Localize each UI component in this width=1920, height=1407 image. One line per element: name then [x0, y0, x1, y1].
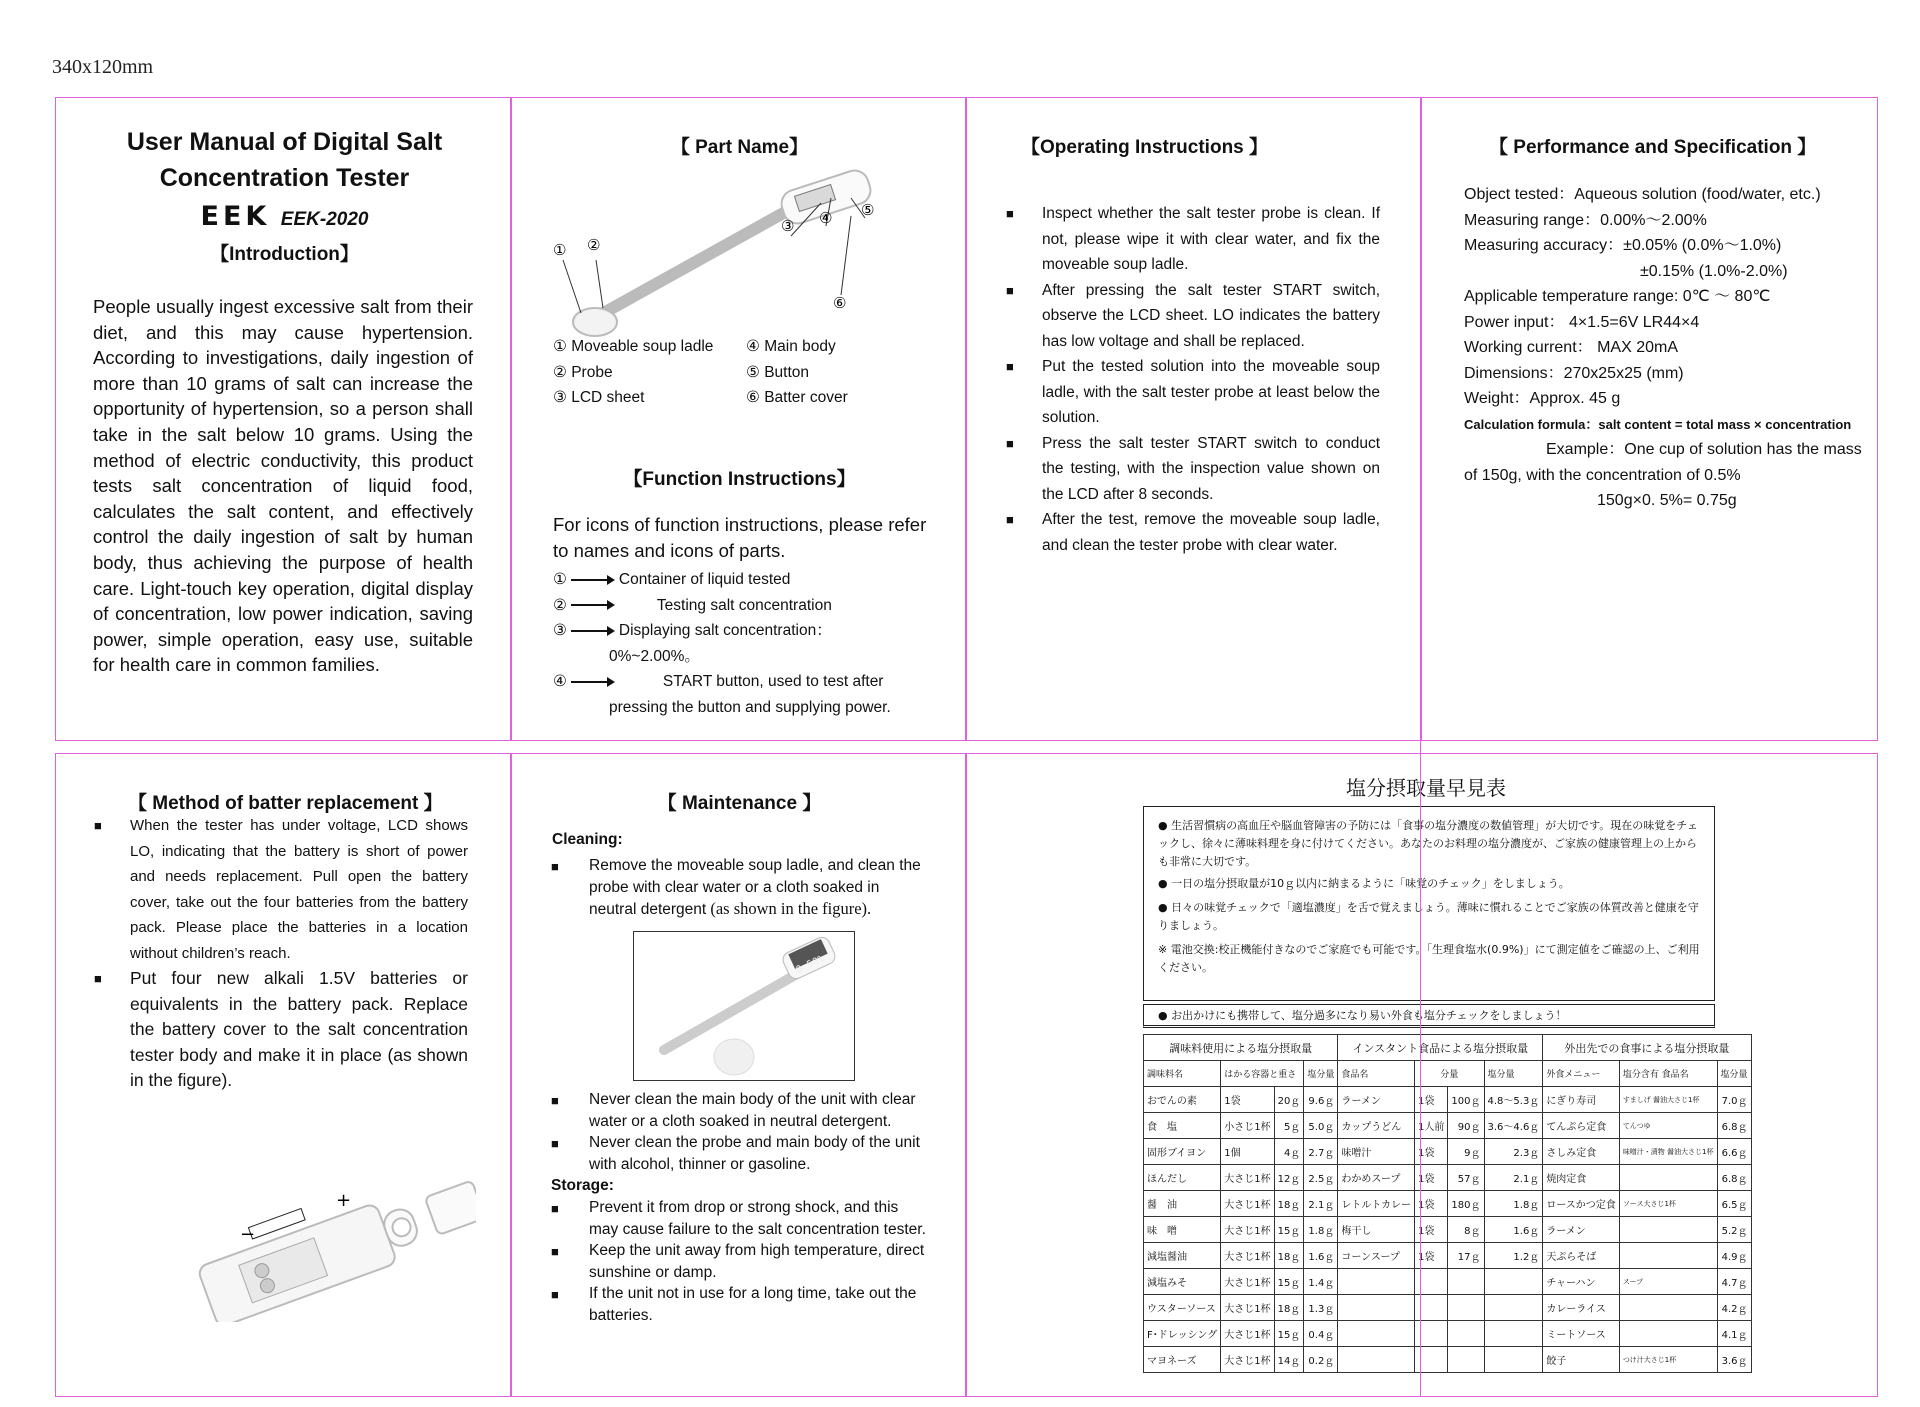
callout-2: ② [587, 236, 601, 254]
spec-accuracy: Measuring accuracy：±0.05% (0.0%～1.0%) [1464, 237, 1782, 254]
operating-heading: 【Operating Instructions 】 [1021, 137, 1269, 158]
table-cell: 味 噌 [1144, 1217, 1221, 1243]
function-list [553, 567, 943, 720]
parts-panel [510, 97, 967, 741]
table-cell [1448, 1347, 1484, 1373]
table-cell: 4ｇ [1274, 1139, 1304, 1165]
table-cell: 12ｇ [1274, 1165, 1304, 1191]
table-cell: 2.1ｇ [1304, 1191, 1338, 1217]
table-cell [1619, 1295, 1717, 1321]
table-row [1144, 1269, 1752, 1295]
cleaning-warning: ■ Never clean the main body of the unit with clear water or a cloth soaked in neutral detergent. [551, 1091, 916, 1130]
table-cell: ラーメン [1338, 1087, 1415, 1113]
table-cell: ミートソース [1543, 1321, 1620, 1347]
spec-weight: Weight：Approx. 45 g [1464, 390, 1621, 407]
intro-panel [55, 97, 512, 741]
table-cell: カップうどん [1338, 1113, 1415, 1139]
jp-note: ● 日々の味覚チェックで「適塩濃度」を舌で覚えましょう。薄味に慣れることでご家族の体質改善と健康を守りましょう。 [1158, 901, 1699, 932]
table-cell: 6.6ｇ [1717, 1139, 1751, 1165]
callout-4: ④ [819, 209, 833, 227]
function-item: ② Testing salt concentration [553, 596, 832, 614]
table-cell: 4.2ｇ [1717, 1295, 1751, 1321]
table-cell: 7.0ｇ [1717, 1087, 1751, 1113]
operating-step: ■ After the test, remove the moveable soup ladle, and clean the tester probe with clear water. [1006, 511, 1380, 554]
function-item: ④ START button, used to test after [553, 673, 884, 690]
table-cell: 6.8ｇ [1717, 1165, 1751, 1191]
callout-3: ③ [781, 217, 795, 235]
table-cell: 9.6ｇ [1304, 1087, 1338, 1113]
battery-minus-sign: − [240, 1224, 256, 1245]
table-cell [1484, 1321, 1543, 1347]
table-cell: ほんだし [1144, 1165, 1221, 1191]
table-cell: 5ｇ [1274, 1113, 1304, 1139]
table-cell: 1.8ｇ [1304, 1217, 1338, 1243]
table-group-header: 調味料使用による塩分摂取量 インスタント食品による塩分摂取量 外出先での食事による塩分摂取量 [1144, 1035, 1752, 1061]
table-cell: 5.0ｇ [1304, 1113, 1338, 1139]
table-cell: 4.8〜5.3ｇ [1484, 1087, 1543, 1113]
table-cell: 大さじ1杯 [1221, 1295, 1274, 1321]
part-item: ② Probe [553, 363, 613, 381]
table-cell: 57ｇ [1448, 1165, 1484, 1191]
table-cell: コーンスープ [1338, 1243, 1415, 1269]
table-row [1144, 1295, 1752, 1321]
table-cell: 6.8ｇ [1717, 1113, 1751, 1139]
table-cell: おでんの素 [1144, 1087, 1221, 1113]
table-cell [1338, 1295, 1415, 1321]
table-cell [1338, 1347, 1415, 1373]
table-cell: 4.9ｇ [1717, 1243, 1751, 1269]
table-cell: 大さじ1杯 [1221, 1243, 1274, 1269]
table-cell: 20ｇ [1274, 1087, 1304, 1113]
table-cell [1619, 1217, 1717, 1243]
parts-list [553, 334, 953, 411]
table-cell: 18ｇ [1274, 1243, 1304, 1269]
callout-5: ⑤ [861, 201, 875, 219]
table-cell [1619, 1165, 1717, 1191]
storage-step: ■ Keep the unit away from high temperature, direct sunshine or damp. [551, 1242, 925, 1281]
table-row [1144, 1321, 1752, 1347]
table-cell: 味噌汁 [1338, 1139, 1415, 1165]
table-cell: 味噌汁・漬物 醤油大さじ1杯 [1619, 1139, 1717, 1165]
tester-illustration [563, 167, 874, 336]
table-cell: 1袋 [1221, 1087, 1274, 1113]
table-cell: 1袋 [1415, 1087, 1448, 1113]
table-cell: 15ｇ [1274, 1217, 1304, 1243]
spec-range: Measuring range：0.00%～2.00% [1464, 211, 1707, 229]
table-cell: チャーハン [1543, 1269, 1620, 1295]
spec-example: Example：One cup of solution has the mass of 150g, with the concentration of 0.5% [1464, 441, 1862, 484]
table-cell: 1.3ｇ [1304, 1295, 1338, 1321]
introduction-text: People usually ingest excessive salt from their diet, and this may cause hypertension. According to investigations, daily ingestion of more than 10 grams of salt can increase the opportunity of hypertension, so a person shall take in the salt below 10 grams. Using the method of electric conductivity, this product tests salt concentration of liquid food, calculates the salt content, and effectively control the daily ingestion of salt by human body, thus achieving the purpose of health care. Light-touch key operation, digital display of concentration, low power indication, saving power, simple operation, easy use, suitable for health care in common families. [93, 296, 473, 676]
table-cell: 醤 油 [1144, 1191, 1221, 1217]
introduction-heading: 【Introduction】 [210, 244, 359, 265]
jp-note: ● 生活習慣病の高血圧や脳血管障害の予防には「食事の塩分濃度の数値管理」が大切です。現在の味覚をチェックし、徐々に薄味料理を身に付けてください。あなたのお料理の塩分濃度が、ご家族の健康管理上の上からも非常に大切です。 [1158, 819, 1698, 868]
table-cell: 3.6ｇ [1717, 1347, 1751, 1373]
table-cell: 1.2ｇ [1484, 1243, 1543, 1269]
table-cell: 180ｇ [1448, 1191, 1484, 1217]
table-cell: 食 塩 [1144, 1113, 1221, 1139]
salt-chart-panel [965, 753, 1878, 1397]
table-cell: 減塩醤油 [1144, 1243, 1221, 1269]
battery-panel [55, 753, 512, 1397]
maintenance-panel [510, 753, 967, 1397]
table-cell: ロースかつ定食 [1543, 1191, 1620, 1217]
table-cell: 5.2ｇ [1717, 1217, 1751, 1243]
table-cell: 9ｇ [1448, 1139, 1484, 1165]
part-item: ⑥ Batter cover [746, 389, 848, 406]
spec-temperature: Applicable temperature range: 0℃ ～ 80℃ [1464, 288, 1771, 305]
table-cell: 18ｇ [1274, 1295, 1304, 1321]
operating-panel [965, 97, 1422, 741]
part-item: ⑤ Button [746, 363, 810, 381]
table-cell: てんぷら定食 [1543, 1113, 1620, 1139]
table-cell: 梅干し [1338, 1217, 1415, 1243]
table-cell: 固形ブイヨン [1144, 1139, 1221, 1165]
table-column-header: 調味料名 はかる容器と重さ 塩分量 食品名 分量 塩分量 外食メニュー 塩分含有 食品名 塩分量 [1144, 1061, 1752, 1087]
table-cell [1619, 1243, 1717, 1269]
jp-note: ※ 電池交換:校正機能付きなのでご家庭でも可能です。「生理食塩水(0.9%)」にて測定値をご確認の上、ご利用ください。 [1158, 943, 1700, 974]
table-cell [1619, 1321, 1717, 1347]
table-cell: 2.5ｇ [1304, 1165, 1338, 1191]
table-cell: にぎり寿司 [1543, 1087, 1620, 1113]
cleaning-figure [633, 931, 855, 1081]
table-cell: ウスターソース [1144, 1295, 1221, 1321]
table-row [1144, 1087, 1752, 1113]
table-cell: スープ [1619, 1269, 1717, 1295]
table-cell: 天ぷらそば [1543, 1243, 1620, 1269]
table-cell: 減塩みそ [1144, 1269, 1221, 1295]
table-cell: 2.7ｇ [1304, 1139, 1338, 1165]
table-cell: 小さじ1杯 [1221, 1113, 1274, 1139]
spec-current: Working current： MAX 20mA [1464, 339, 1678, 356]
table-cell: 1袋 [1415, 1243, 1448, 1269]
table-cell: 14ｇ [1274, 1347, 1304, 1373]
table-cell: すましげ 醤油大さじ1杯 [1619, 1087, 1717, 1113]
table-cell: 0.2ｇ [1304, 1347, 1338, 1373]
fold-guide-line [1420, 97, 1421, 1397]
table-cell [1338, 1321, 1415, 1347]
function-heading: 【Function Instructions】 [623, 469, 856, 490]
part-name-heading: 【 Part Name】 [670, 137, 809, 158]
table-cell [1484, 1269, 1543, 1295]
table-cell [1484, 1347, 1543, 1373]
function-item-cont: 0%~2.00%。 [609, 647, 700, 665]
part-item: ③ LCD sheet [553, 389, 645, 406]
brand-logo: EEK [200, 201, 271, 232]
spec-accuracy-2: ±0.15% (1.0%-2.0%) [1640, 262, 1788, 280]
salt-chart-notes [1143, 806, 1715, 1001]
spec-dimensions: Dimensions：270x25x25 (mm) [1464, 364, 1684, 382]
table-cell: 1袋 [1415, 1165, 1448, 1191]
function-item-cont: pressing the button and supplying power. [609, 698, 891, 716]
operating-step: ■ Press the salt tester START switch to conduct the testing, with the inspection value shown on the LCD after 8 seconds. [1006, 434, 1380, 503]
table-row [1144, 1113, 1752, 1139]
part-item: ① Moveable soup ladle [553, 338, 714, 355]
maintenance-heading: 【 Maintenance 】 [657, 793, 822, 814]
storage-step: ■ If the unit not in use for a long time, take out the batteries. [551, 1285, 917, 1324]
table-cell: 1袋 [1415, 1139, 1448, 1165]
table-cell: マヨネーズ [1144, 1347, 1221, 1373]
spec-object: Object tested：Aqueous solution (food/water, etc.) [1464, 186, 1821, 203]
table-cell: 餃子 [1543, 1347, 1620, 1373]
table-row [1144, 1139, 1752, 1165]
function-item: ③ Displaying salt concentration： [553, 622, 832, 639]
battery-heading: 【 Method of batter replacement 】 [128, 793, 443, 814]
table-cell [1338, 1269, 1415, 1295]
battery-plus-sign: + [336, 1190, 352, 1211]
table-cell: 大さじ1杯 [1221, 1217, 1274, 1243]
table-cell: 1個 [1221, 1139, 1274, 1165]
table-cell: ラーメン [1543, 1217, 1620, 1243]
table-cell: 15ｇ [1274, 1269, 1304, 1295]
spec-heading: 【 Performance and Specification 】 [1489, 137, 1817, 158]
table-row [1144, 1217, 1752, 1243]
function-item: ① Container of liquid tested [553, 571, 791, 588]
salt-intake-table [1143, 1034, 1752, 1373]
spec-formula: Calculation formula：salt content = total mass × concentration [1464, 416, 1852, 432]
table-cell: 1.6ｇ [1304, 1243, 1338, 1269]
table-cell: 大さじ1杯 [1221, 1347, 1274, 1373]
table-cell: ソース大さじ1杯 [1619, 1191, 1717, 1217]
table-cell [1448, 1269, 1484, 1295]
battery-step: ■ Put four new alkali 1.5V batteries or equivalents in the battery pack. Replace the battery cover to the salt concentration tester body and make it in place (as shown in the figure). [94, 968, 468, 1090]
table-cell [1448, 1295, 1484, 1321]
table-cell: 2.3ｇ [1484, 1139, 1543, 1165]
table-cell: 100ｇ [1448, 1087, 1484, 1113]
table-cell: 大さじ1杯 [1221, 1321, 1274, 1347]
table-cell: つけ汁大さじ1杯 [1619, 1347, 1717, 1373]
table-cell: 1.8ｇ [1484, 1191, 1543, 1217]
spec-panel [1420, 97, 1878, 741]
table-row [1144, 1347, 1752, 1373]
table-cell: 15ｇ [1274, 1321, 1304, 1347]
table-cell: 3.6〜4.6ｇ [1484, 1113, 1543, 1139]
table-cell: 8ｇ [1448, 1217, 1484, 1243]
table-cell: わかめスープ [1338, 1165, 1415, 1191]
jp-outing-note: ● お出かけにも携帯して、塩分過多になり易い外食も塩分チェックをしましょう！ [1143, 1004, 1715, 1028]
jp-note: ● 一日の塩分摂取量が10ｇ以内に納まるように「味覚のチェック」をしましょう。 [1158, 877, 1570, 890]
operating-step: ■ After pressing the salt tester START switch, observe the LCD sheet. LO indicates the battery has low voltage and shall be replaced. [1006, 281, 1380, 350]
table-cell: 1袋 [1415, 1217, 1448, 1243]
table-cell: カレーライス [1543, 1295, 1620, 1321]
operating-step: ■ Put the tested solution into the moveable soup ladle, with the salt tester probe at least below the solution. [1006, 358, 1380, 426]
cleaning-label: Cleaning: [552, 831, 623, 848]
cleaning-warning: ■ Never clean the probe and main body of the unit with alcohol, thinner or gasoline. [551, 1134, 920, 1173]
table-cell: 大さじ1杯 [1221, 1269, 1274, 1295]
table-cell [1484, 1295, 1543, 1321]
table-row [1144, 1165, 1752, 1191]
cleaning-step: ■ Remove the moveable soup ladle, and clean the probe with clear water or a cloth soaked in neutral detergent (as shown in the figure). [551, 857, 921, 918]
table-cell: 1.6ｇ [1484, 1217, 1543, 1243]
table-cell: 焼肉定食 [1543, 1165, 1620, 1191]
paper-size-label: 340x120mm [52, 56, 154, 78]
table-cell: 1人前 [1415, 1113, 1448, 1139]
battery-step: ■ When the tester has under voltage, LCD shows LO, indicating that the battery is short of power and needs replacement. Pull open the battery cover, take out the four batteries from the battery pack. Please place the batteries in a location without children’s reach. [94, 817, 468, 962]
spec-example-calc: 150g×0. 5%= 0.75g [1597, 492, 1737, 509]
spec-power: Power input： 4×1.5=6V LR44×4 [1464, 313, 1700, 331]
table-cell: 17ｇ [1448, 1243, 1484, 1269]
model-number: EEK-2020 [280, 209, 369, 230]
table-cell: 6.5ｇ [1717, 1191, 1751, 1217]
table-cell: さしみ定食 [1543, 1139, 1620, 1165]
function-intro: For icons of function instructions, please refer to names and icons of parts. [553, 514, 927, 561]
table-cell: 1袋 [1415, 1191, 1448, 1217]
table-cell: 4.1ｇ [1717, 1321, 1751, 1347]
table-row [1144, 1243, 1752, 1269]
storage-label: Storage: [551, 1177, 614, 1194]
callout-6: ⑥ [833, 294, 847, 312]
callout-1: ① [553, 241, 567, 259]
table-cell: レトルトカレー [1338, 1191, 1415, 1217]
storage-step: ■ Prevent it from drop or strong shock, and this may cause failure to the salt concentration tester. [551, 1199, 926, 1238]
lcd-reading: 0.50% [794, 953, 827, 977]
table-cell: F･ドレッシング [1144, 1321, 1221, 1347]
table-cell: 0.4ｇ [1304, 1321, 1338, 1347]
table-cell: 1.4ｇ [1304, 1269, 1338, 1295]
part-item: ④ Main body [746, 338, 836, 355]
operating-step: ■ Inspect whether the salt tester probe is clean. If not, please wipe it with clear water, and fix the moveable soup ladle. [1006, 205, 1380, 273]
table-cell: 大さじ1杯 [1221, 1191, 1274, 1217]
table-cell [1448, 1321, 1484, 1347]
table-cell: 18ｇ [1274, 1191, 1304, 1217]
salt-chart-title: 塩分摂取量早見表 [1346, 776, 1506, 800]
manual-title-line2: Concentration Tester [159, 164, 410, 192]
table-cell: 2.1ｇ [1484, 1165, 1543, 1191]
manual-title-line1: User Manual of Digital Salt [126, 128, 443, 156]
table-row [1144, 1191, 1752, 1217]
table-cell: 4.7ｇ [1717, 1269, 1751, 1295]
battery-figure [176, 1162, 476, 1322]
table-cell: 大さじ1杯 [1221, 1165, 1274, 1191]
table-cell: てんつゆ [1619, 1113, 1717, 1139]
table-cell: 90ｇ [1448, 1113, 1484, 1139]
